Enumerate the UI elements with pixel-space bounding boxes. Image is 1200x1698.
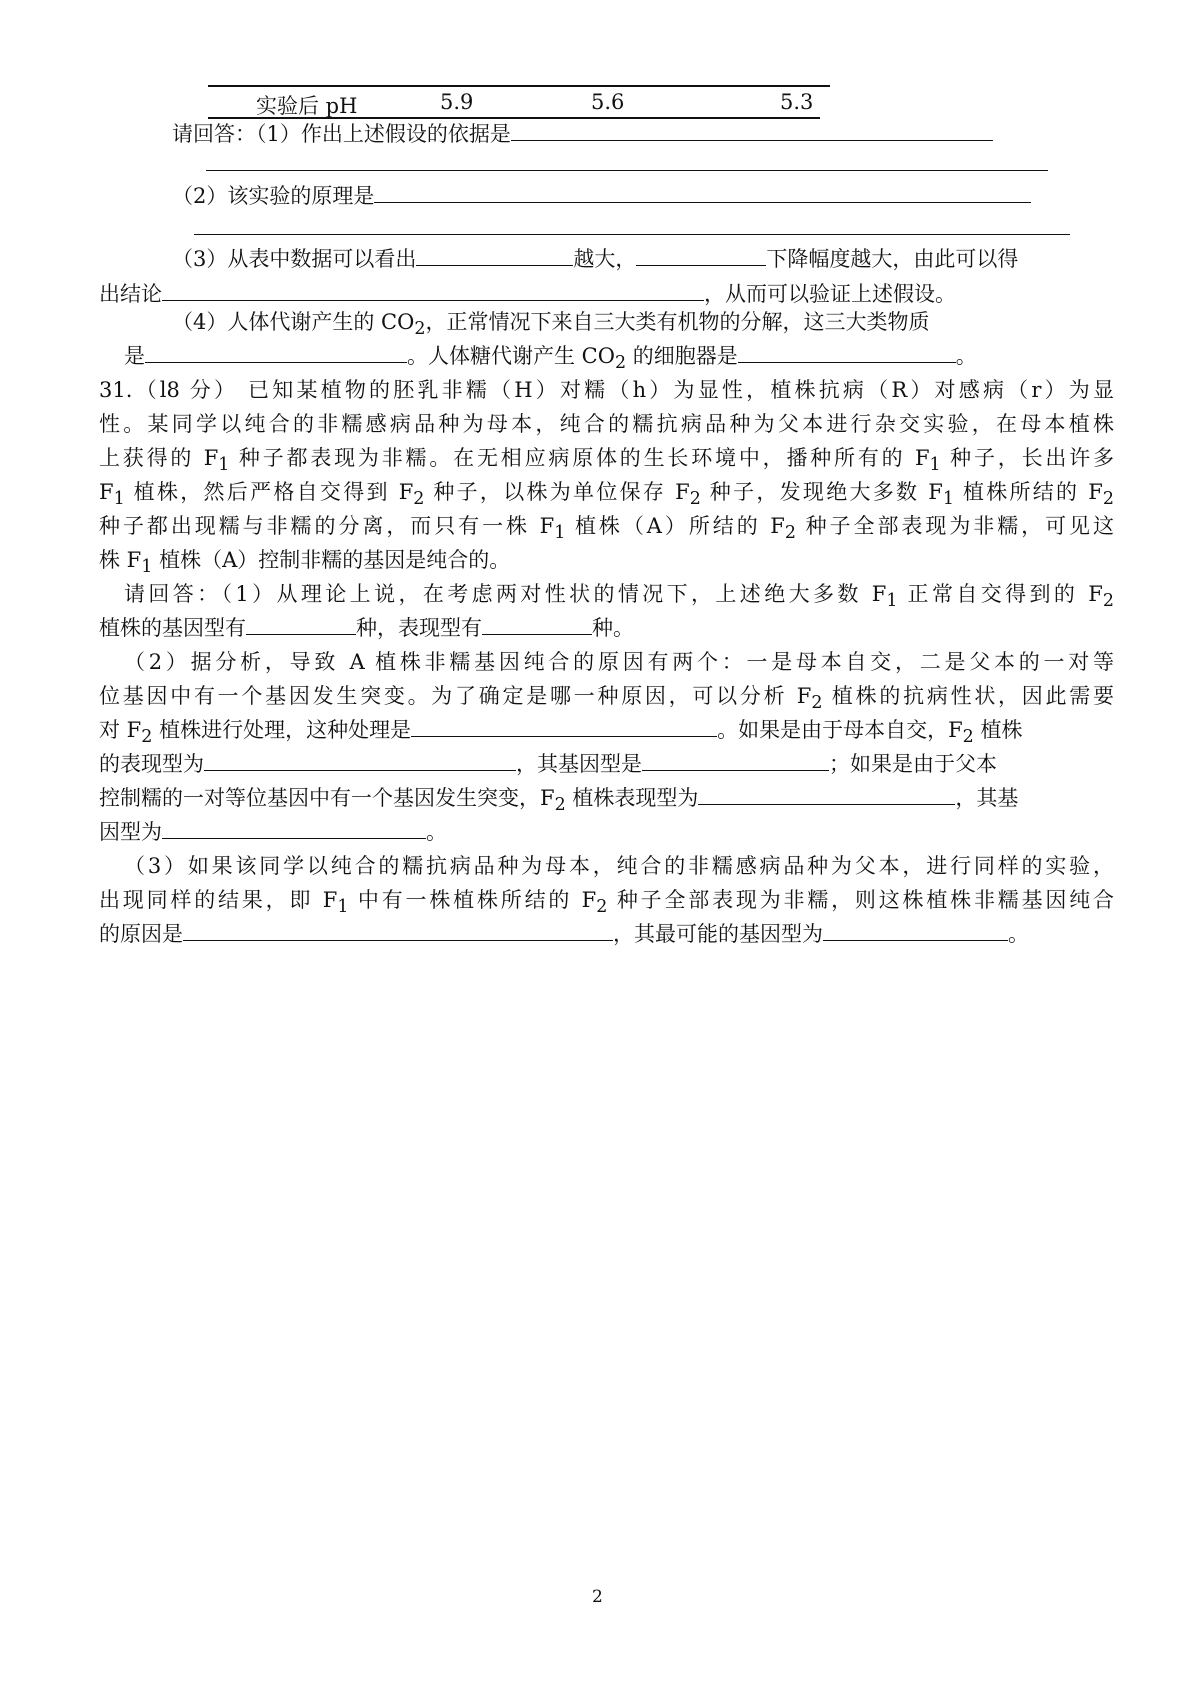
q31-a2-l5-a: 控制糯的一对等位基因中有一个基因发生突变，F xyxy=(99,786,555,810)
table-row-label: 实验后 pH xyxy=(256,94,358,118)
subscript: 2 xyxy=(784,523,797,544)
answer-blank[interactable] xyxy=(823,920,1008,941)
q31-a2-l3-a: 对 F xyxy=(99,718,142,742)
q31-l6-a: 株 F xyxy=(99,548,142,572)
q30-p3-text-a: （3）从表中数据可以看出 xyxy=(172,247,417,271)
q31-a3-line3 xyxy=(99,920,1029,948)
q31-a3-l3-c: 。 xyxy=(1008,922,1029,946)
q31-l4-a: F xyxy=(99,480,114,504)
q30-part4-line1 xyxy=(172,308,929,343)
table-bottom-rule xyxy=(208,117,820,119)
q30-p3-text-d: 出结论 xyxy=(99,282,162,306)
q31-a2-line5 xyxy=(99,784,1018,819)
q31-line6 xyxy=(99,546,510,581)
table-cell-3: 5.3 xyxy=(780,90,814,114)
subscript: 2 xyxy=(962,727,974,748)
answer-blank-continuation[interactable] xyxy=(206,170,1048,171)
q31-a1-d: 种，表现型有 xyxy=(356,616,482,640)
q30-part3-line1 xyxy=(172,245,1018,273)
q31-line5 xyxy=(99,512,1114,547)
q31-a2-line4 xyxy=(99,750,997,778)
q31-a2-l2-a: 位基因中有一个基因发生突变。为了确定是哪一种原因，可以分析 F xyxy=(99,684,812,708)
q30-p3-text-e: ，从而可以验证上述假设。 xyxy=(704,282,956,306)
answer-blank[interactable] xyxy=(162,818,426,839)
answer-blank[interactable] xyxy=(698,784,955,805)
q31-l5-c: 种子全部表现为非糯，可见这 xyxy=(796,514,1114,538)
answer-blank[interactable] xyxy=(642,750,829,771)
subscript: 2 xyxy=(1102,489,1115,510)
subscript: 2 xyxy=(614,353,627,374)
answer-blank[interactable] xyxy=(636,245,766,266)
q31-a2-l3-d: 植株 xyxy=(973,718,1023,742)
q31-l4-c: 种子，以株为单位保存 F xyxy=(424,480,690,504)
q31-a2-l3-b: 植株进行处理，这种处理是 xyxy=(152,718,412,742)
q31-a2-line3 xyxy=(99,716,1022,751)
subscript: 1 xyxy=(141,557,153,578)
q31-a3-l3-a: 的原因是 xyxy=(99,922,183,946)
q31-a1-c: 植株的基因型有 xyxy=(99,616,246,640)
q31-a2-line1: （2）据分析，导致 A 植株非糯基因纯合的原因有两个：一是母本自交，二是父本的一对等 xyxy=(124,650,1114,674)
q30-p2-text: （2）该实验的原理是 xyxy=(172,184,375,208)
q30-p3-text-b: 越大， xyxy=(573,247,637,271)
q31-a2-line2 xyxy=(99,682,1114,717)
q30-part2 xyxy=(172,182,1031,210)
answer-blank[interactable] xyxy=(411,716,717,737)
subscript: 2 xyxy=(689,489,701,510)
q31-a2-l4-b: ，其基因型是 xyxy=(516,752,642,776)
subscript: 1 xyxy=(218,455,230,476)
answer-blank[interactable] xyxy=(738,342,956,363)
answer-intro: 请回答： xyxy=(172,122,256,146)
subscript: 1 xyxy=(886,591,898,612)
q31-l3-a: 上获得的 F xyxy=(99,446,219,470)
q31-l3-b: 种子都表现为非糯。在无相应病原体的生长环境中，播种所有的 F xyxy=(229,446,930,470)
q30-p4-text-a: （4）人体代谢产生的 CO xyxy=(172,310,415,334)
q31-line1: 31.（l8 分） 已知某植物的胚乳非糯（H）对糯（h）为显性，植株抗病（R）对感病（r）为显 xyxy=(99,378,1114,402)
q31-l4-b: 植株，然后严格自交得到 F xyxy=(124,480,414,504)
q30-part3-line2 xyxy=(99,280,956,308)
q31-l5-b: 植株（A）所结的 F xyxy=(565,514,785,538)
answer-blank[interactable] xyxy=(511,120,993,141)
answer-blank-continuation[interactable] xyxy=(194,234,1070,235)
subscript: 2 xyxy=(413,489,425,510)
q31-a3-l2-a: 出现同样的结果，即 F xyxy=(99,888,338,912)
q31-a1-line2 xyxy=(99,614,634,642)
q30-p4-text-d: 。人体糖代谢产生 CO xyxy=(407,344,615,368)
q31-a3-l2-b: 中有一株植株所结的 F xyxy=(348,888,597,912)
q30-p1-text: （1）作出上述假设的依据是 xyxy=(256,122,511,146)
q31-l4-d: 种子，发现绝大多数 F xyxy=(700,480,943,504)
table-row-ph xyxy=(208,90,828,120)
q31-a3-line2 xyxy=(99,886,1114,921)
q31-a1-a: 请回答：（1）从理论上说，在考虑两对性状的情况下，上述绝大多数 F xyxy=(124,582,887,606)
q31-a2-line6 xyxy=(99,818,447,846)
answer-blank[interactable] xyxy=(246,614,356,635)
answer-blank[interactable] xyxy=(482,614,592,635)
answer-blank[interactable] xyxy=(416,245,573,266)
q30-p4-text-f: 。 xyxy=(955,344,977,368)
q30-part1 xyxy=(172,120,993,148)
answer-blank[interactable] xyxy=(183,920,613,941)
q31-a1-line1 xyxy=(124,580,1114,615)
subscript: 1 xyxy=(942,489,954,510)
subscript: 1 xyxy=(929,455,941,476)
q31-l4-e: 植株所结的 F xyxy=(953,480,1103,504)
answer-blank[interactable] xyxy=(204,750,516,771)
q30-p4-text-e: 的细胞器是 xyxy=(626,344,738,368)
answer-blank[interactable] xyxy=(162,280,704,301)
subscript: 2 xyxy=(1102,591,1115,612)
q30-p3-text-c: 下降幅度越大，由此可以得 xyxy=(766,247,1019,271)
table-cell-2: 5.6 xyxy=(591,90,625,114)
subscript: 1 xyxy=(337,897,349,918)
subscript: 2 xyxy=(596,897,608,918)
q31-l5-a: 种子都出现糯与非糯的分离，而只有一株 F xyxy=(99,514,555,538)
q31-a2-l5-c: ，其基 xyxy=(955,786,1019,810)
page-number: 2 xyxy=(592,1587,603,1607)
q30-p4-text-c: 是 xyxy=(124,344,145,368)
subscript: 1 xyxy=(113,489,125,510)
q31-a1-e: 种。 xyxy=(592,616,634,640)
q31-a3-l2-c: 种子全部表现为非糯，则这株植株非糯基因纯合 xyxy=(607,888,1114,912)
q31-line4 xyxy=(99,478,1114,513)
q31-a2-l6-a: 因型为 xyxy=(99,820,162,844)
table-top-rule xyxy=(208,85,830,87)
q31-line3 xyxy=(99,444,1114,479)
q31-a2-l4-a: 的表现型为 xyxy=(99,752,204,776)
q31-a2-l3-c: 。如果是由于母本自交，F xyxy=(717,718,963,742)
q31-a2-l4-c: ；如果是由于父本 xyxy=(829,752,997,776)
q31-a2-l6-b: 。 xyxy=(426,820,447,844)
q31-a3-l3-b: ，其最可能的基因型为 xyxy=(613,922,823,946)
q31-a2-l2-b: 植株的抗病性状，因此需要 xyxy=(822,684,1114,708)
subscript: 2 xyxy=(554,795,566,816)
subscript: 2 xyxy=(811,693,823,714)
q31-line2: 性。某同学以纯合的非糯感病品种为母本，纯合的糯抗病品种为父本进行杂交实验，在母本植株 xyxy=(99,412,1114,436)
subscript: 2 xyxy=(141,727,153,748)
q31-l3-c: 种子，长出许多 xyxy=(940,446,1114,470)
q31-a1-b: 正常自交得到的 F xyxy=(897,582,1103,606)
q31-a2-l5-b: 植株表现型为 xyxy=(565,786,699,810)
answer-blank[interactable] xyxy=(145,342,407,363)
q30-p4-text-b: ，正常情况下来自三大类有机物的分解，这三大类物质 xyxy=(425,310,930,334)
table-cell-1: 5.9 xyxy=(440,90,474,114)
subscript: 2 xyxy=(414,319,426,340)
answer-blank[interactable] xyxy=(374,182,1031,203)
subscript: 1 xyxy=(554,523,566,544)
q30-part4-line2 xyxy=(124,342,977,377)
q31-l6-b: 植株（A）控制非糯的基因是纯合的。 xyxy=(152,548,511,572)
q31-a3-line1: （3）如果该同学以纯合的糯抗病品种为母本，纯合的非糯感病品种为父本，进行同样的实验， xyxy=(124,854,1114,878)
